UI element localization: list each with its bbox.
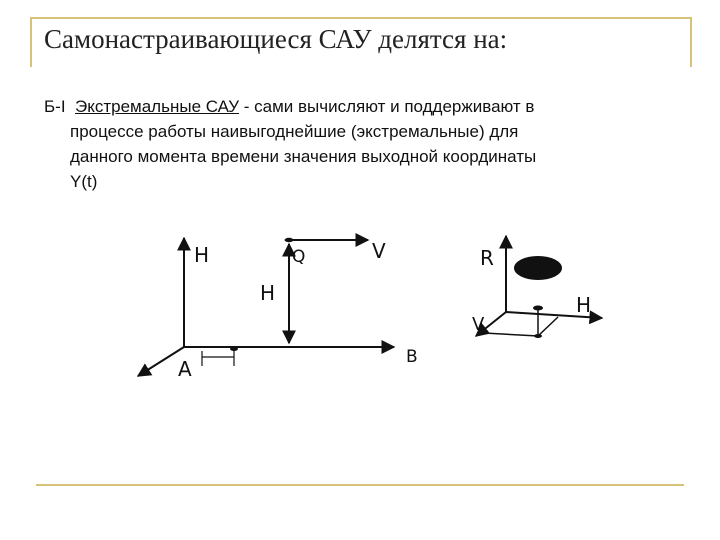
right-axes-group <box>476 236 602 338</box>
label-h-right: H <box>576 293 592 317</box>
label-h-left: H <box>194 243 210 267</box>
a-dimension-dot <box>230 347 238 351</box>
label-a: A <box>178 357 192 381</box>
label-v-right: V <box>472 314 485 335</box>
projection-base-dot <box>534 334 542 338</box>
projection-side-line <box>538 317 558 336</box>
term-extremal-sau: Экстремальные САУ <box>75 97 240 116</box>
label-q: Q <box>292 247 306 267</box>
left-axes-group <box>138 238 394 376</box>
projection-top-dot <box>533 306 543 311</box>
paragraph-line-3: данного момента времени значения выходной координаты <box>70 147 537 166</box>
extremum-blob <box>514 256 562 280</box>
label-b: B <box>406 347 418 367</box>
label-r: R <box>480 246 494 270</box>
label-v-top: V <box>372 239 386 263</box>
item-marker: Б-I <box>44 97 66 116</box>
line1-rest: - сами вычисляют и поддерживают в <box>239 97 535 116</box>
projection-front-line <box>484 333 538 336</box>
paragraph-line-2: процессе работы наивыгоднейшие (экстремальные) для <box>70 122 519 141</box>
label-h-mid: H <box>260 281 276 305</box>
slide-title: Самонастраивающиеся САУ делятся на: <box>44 24 508 54</box>
paragraph-line-4: Y(t) <box>70 172 98 191</box>
